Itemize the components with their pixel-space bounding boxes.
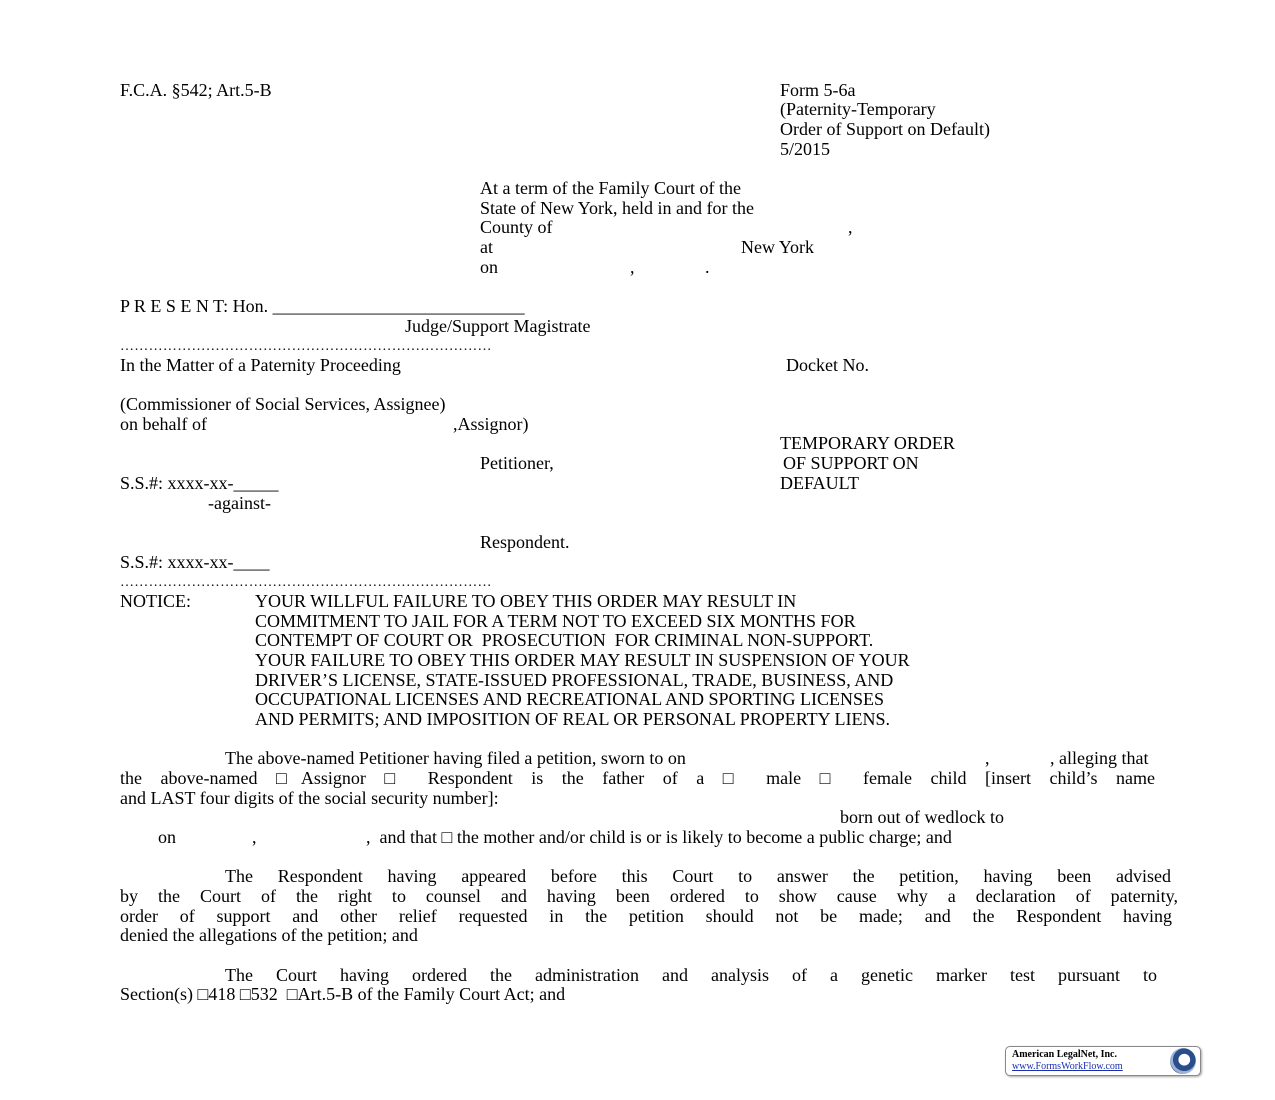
paragraph-line: denied the allegations of the petition; and: [120, 925, 418, 945]
form-description: Order of Support on Default): [780, 119, 990, 139]
notice-line: DRIVER’S LICENSE, STATE-ISSUED PROFESSIONAL, TRADE, BUSINESS, AND: [255, 670, 894, 690]
order-title: OF SUPPORT ON: [783, 453, 919, 473]
court-term-text: At a term of the Family Court of the: [480, 178, 741, 198]
petitioner-label: Petitioner,: [480, 453, 554, 473]
respondent-label: Respondent.: [480, 532, 570, 552]
judge-title: Judge/Support Magistrate: [405, 316, 591, 336]
date-comma: ,: [630, 257, 635, 277]
notice-line: OCCUPATIONAL LICENSES AND RECREATIONAL AND SPORTING LICENSES: [255, 689, 884, 709]
globe-icon: [1170, 1048, 1196, 1074]
commissioner-text: (Commissioner of Social Services, Assignee): [120, 394, 446, 414]
paragraph-line: by the Court of the right to counsel and having been ordered to show cause why a declaration of paternity,: [120, 886, 1178, 906]
notice-line: YOUR FAILURE TO OBEY THIS ORDER MAY RESULT IN SUSPENSION OF YOUR: [255, 650, 910, 670]
paragraph-line: Section(s) □418 □532 □Art.5-B of the Family Court Act; and: [120, 984, 566, 1004]
state-text: New York: [741, 237, 815, 257]
petitioner-ssn: S.S.#: xxxx-xx-_____: [120, 473, 279, 493]
on-behalf-label: on behalf of: [120, 414, 207, 434]
divider-dotted: ……………………………………………………………………: [120, 575, 492, 590]
paragraph-line: The Court having ordered the administration and analysis of a genetic marker test pursuant to: [225, 965, 1157, 985]
docket-label: Docket No.: [786, 355, 869, 375]
notice-line: COMMITMENT TO JAIL FOR A TERM NOT TO EXCEED SIX MONTHS FOR: [255, 611, 856, 631]
notice-line: YOUR WILLFUL FAILURE TO OBEY THIS ORDER MAY RESULT IN: [255, 591, 797, 611]
paragraph-line: The above-named Petitioner having filed a petition, sworn to on: [225, 748, 686, 768]
matter-title: In the Matter of a Paternity Proceeding: [120, 355, 401, 375]
statute-reference: F.C.A. §542; Art.5-B: [120, 80, 272, 100]
at-label: at: [480, 237, 493, 257]
respondent-ssn: S.S.#: xxxx-xx-____: [120, 552, 270, 572]
notice-line: AND PERMITS; AND IMPOSITION OF REAL OR PERSONAL PROPERTY LIENS.: [255, 709, 890, 729]
form-description: (Paternity-Temporary: [780, 99, 936, 119]
paragraph-comma: ,: [985, 748, 990, 768]
order-title: DEFAULT: [780, 473, 860, 493]
paragraph-line: born out of wedlock to: [840, 807, 1004, 827]
american-legalnet-logo[interactable]: [1005, 1046, 1201, 1076]
present-judge-line: P R E S E N T: Hon. ____________________________: [120, 296, 525, 316]
notice-label: NOTICE:: [120, 591, 191, 611]
paragraph-line: on: [158, 827, 176, 847]
logo-company-name: American LegalNet, Inc.: [1012, 1049, 1117, 1060]
notice-line: CONTEMPT OF COURT OR PROSECUTION FOR CRIMINAL NON-SUPPORT.: [255, 630, 874, 650]
against-label: -against-: [208, 493, 271, 513]
paragraph-line: the above-named □Assignor □ Respondent is the father of a □ male □ female child [insert child’s name: [120, 768, 1155, 788]
order-title: TEMPORARY ORDER: [780, 433, 955, 453]
court-term-text: State of New York, held in and for the: [480, 198, 754, 218]
paragraph-line: , alleging that: [1050, 748, 1149, 768]
paragraph-line: order of support and other relief requested in the petition should not be made; and the Respondent having: [120, 906, 1172, 926]
county-label: County of: [480, 217, 553, 237]
logo-website-link[interactable]: www.FormsWorkFlow.com: [1012, 1061, 1123, 1072]
paragraph-line: , and that □ the mother and/or child is or is likely to become a public charge; and: [366, 827, 952, 847]
paragraph-line: The Respondent having appeared before this Court to answer the petition, having been advised: [225, 866, 1171, 886]
on-date-label: on: [480, 257, 498, 277]
assignor-label: ,Assignor): [453, 414, 529, 434]
date-period: .: [705, 257, 710, 277]
form-number: Form 5-6a: [780, 80, 856, 100]
paragraph-comma: ,: [252, 827, 257, 847]
county-comma: ,: [848, 217, 853, 237]
form-date: 5/2015: [780, 139, 831, 159]
divider-dotted: ……………………………………………………………………: [120, 339, 492, 354]
paragraph-line: and LAST four digits of the social security number]:: [120, 788, 499, 808]
